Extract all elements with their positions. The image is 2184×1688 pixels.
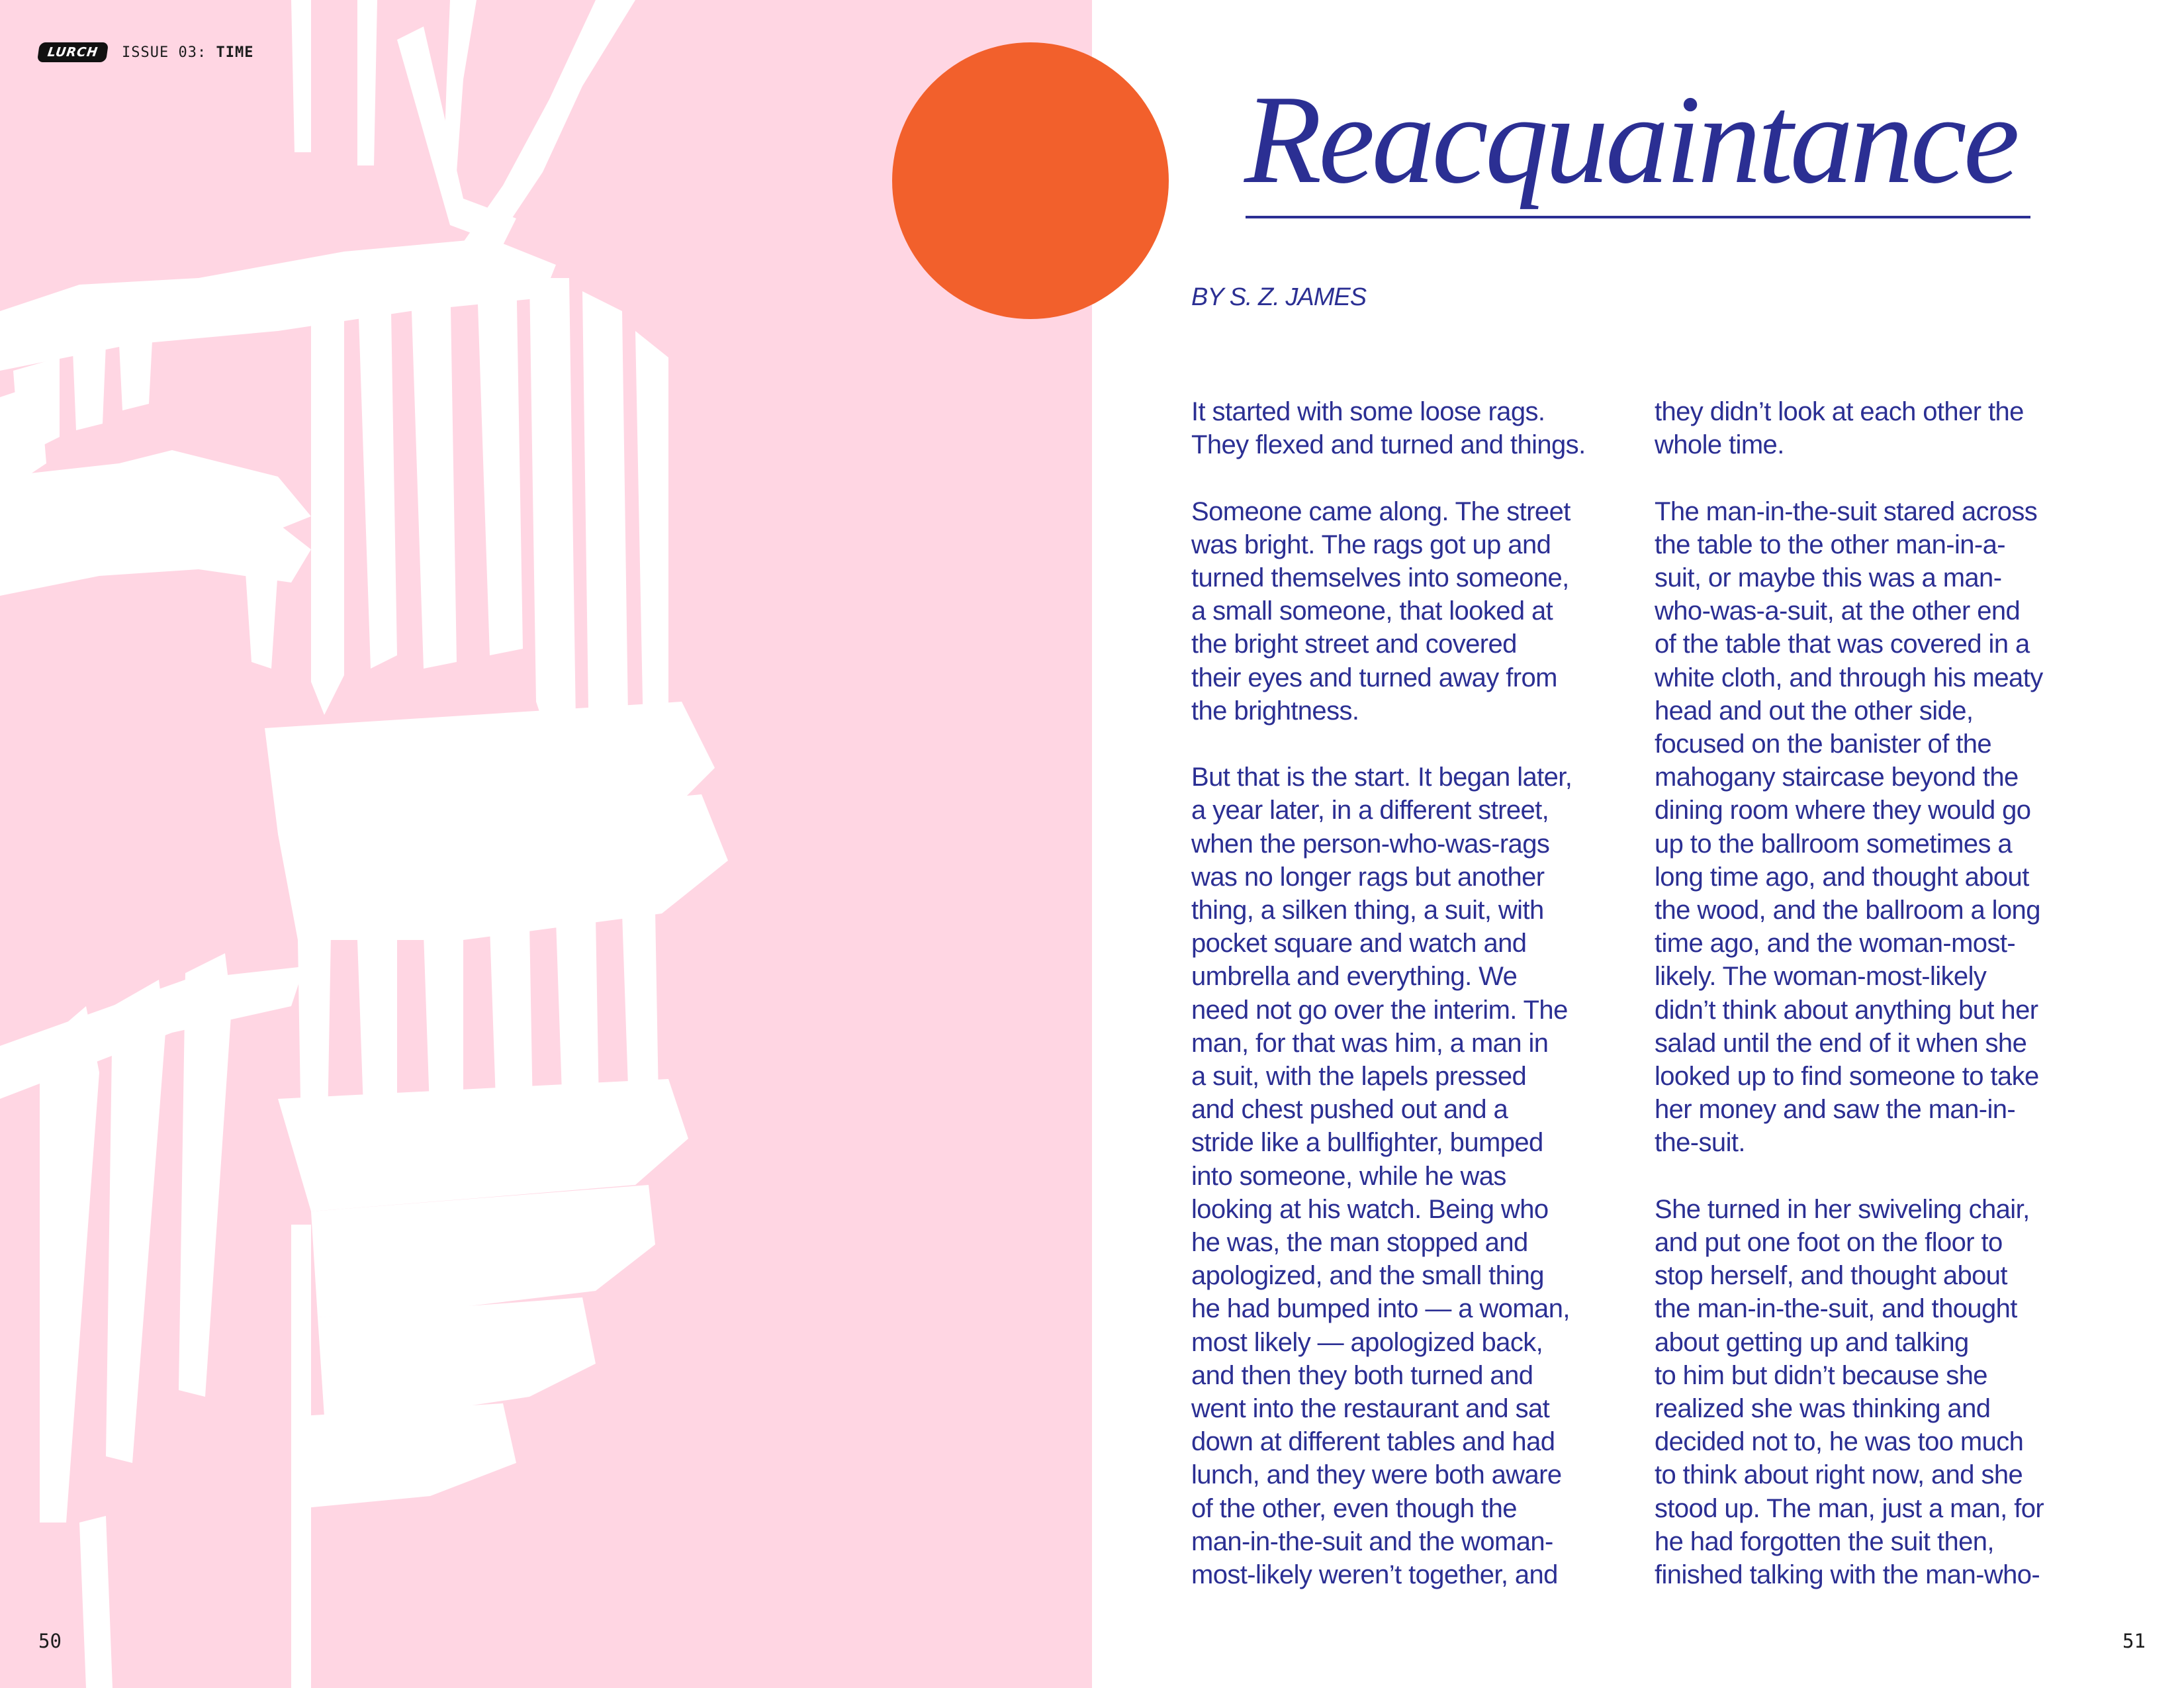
story-line: down at different tables and had	[1191, 1427, 1555, 1457]
story-line: turned themselves into someone,	[1191, 563, 1569, 592]
title-underline	[1246, 216, 2030, 218]
story-line: looked up to find someone to take	[1655, 1062, 2039, 1092]
story-line: who-was-a-suit, at the other end	[1655, 596, 2021, 626]
story-line: was bright. The rags got up and	[1191, 530, 1551, 559]
story-line: the table to the other man-in-a-	[1655, 530, 2005, 559]
story-line: of the other, even though the	[1191, 1493, 1517, 1523]
story-line: looking at his watch. Being who	[1191, 1194, 1549, 1224]
orange-circle-graphic	[892, 42, 1169, 319]
story-line: the man-in-the-suit, and thought	[1655, 1294, 2017, 1324]
story-line: went into the restaurant and sat	[1191, 1394, 1550, 1424]
story-line: into someone, while he was	[1191, 1161, 1506, 1191]
story-line: The man-in-the-suit stared across	[1655, 496, 2038, 526]
page-number-left: 50	[38, 1630, 62, 1652]
story-line: white cloth, and through his meaty	[1655, 663, 2043, 692]
story-line: But that is the start. It began later,	[1191, 763, 1572, 792]
story-line: the brightness.	[1191, 696, 1359, 726]
story-line: time ago, and the woman-most-	[1655, 929, 2016, 959]
story-line: the wood, and the ballroom a long	[1655, 896, 2040, 925]
story-line: a year later, in a different street,	[1191, 796, 1549, 825]
story-line: pocket square and watch and	[1191, 929, 1527, 959]
story-line: She turned in her swiveling chair,	[1655, 1194, 2030, 1224]
story-line: they didn’t look at each other the	[1655, 397, 2024, 426]
story-line: and chest pushed out and a	[1191, 1095, 1508, 1125]
story-line: likely. The woman-most-likely	[1655, 962, 1987, 992]
story-line: thing, a silken thing, a suit, with	[1191, 896, 1544, 925]
story-line: stood up. The man, just a man, for	[1655, 1493, 2044, 1523]
story-line: dining room where they would go	[1655, 796, 2031, 825]
story-line: their eyes and turned away from	[1191, 663, 1557, 692]
story-line: to think about right now, and she	[1655, 1460, 2023, 1490]
story-line: They flexed and turned and things.	[1191, 430, 1586, 460]
story-line: Someone came along. The street	[1191, 496, 1570, 526]
story-line: most likely — apologized back,	[1191, 1327, 1543, 1357]
story-line: to him but didn’t because she	[1655, 1360, 1987, 1390]
story-line: whole time.	[1655, 430, 1784, 460]
story-line: man, for that was him, a man in	[1191, 1028, 1549, 1058]
paragraph-gap	[1191, 461, 1628, 494]
story-line: long time ago, and thought about	[1655, 862, 2029, 892]
byline: BY S. Z. JAMES	[1191, 283, 1367, 311]
story-line: umbrella and everything. We	[1191, 962, 1518, 992]
story-line: about getting up and talking	[1655, 1327, 1969, 1357]
story-line: was no longer rags but another	[1191, 862, 1545, 892]
issue-topic: TIME	[216, 44, 254, 61]
story-line: head and out the other side,	[1655, 696, 1974, 726]
story-line: stop herself, and thought about	[1655, 1261, 2007, 1291]
paragraph-gap	[1655, 461, 2091, 494]
story-line: a small someone, that looked at	[1191, 596, 1553, 626]
story-line: mahogany staircase beyond the	[1655, 763, 2019, 792]
story-line: the bright street and covered	[1191, 630, 1517, 659]
story-line: he had bumped into — a woman,	[1191, 1294, 1570, 1324]
story-line: he was, the man stopped and	[1191, 1228, 1528, 1258]
story-line: focused on the banister of the	[1655, 729, 1992, 759]
story-line: up to the ballroom sometimes a	[1655, 829, 2013, 859]
story-line: her money and saw the man-in-	[1655, 1095, 2016, 1125]
paragraph-gap	[1655, 1160, 2091, 1193]
page-number-right: 51	[2122, 1630, 2146, 1652]
story-column-left	[1191, 395, 1628, 1591]
story-line: realized she was thinking and	[1655, 1394, 1991, 1424]
story-line: need not go over the interim. The	[1191, 995, 1568, 1025]
story-title: Reacquaintance	[1244, 69, 2017, 210]
story-line: stride like a bullfighter, bumped	[1191, 1128, 1543, 1158]
story-line: man-in-the-suit and the woman-	[1191, 1526, 1553, 1556]
story-line: when the person-who-was-rags	[1191, 829, 1550, 859]
story-column-right	[1655, 395, 2091, 1591]
story-line: most-likely weren’t together, and	[1191, 1560, 1558, 1590]
story-line: decided not to, he was too much	[1655, 1427, 2024, 1457]
paragraph-gap	[1191, 727, 1628, 761]
story-line: didn’t think about anything but her	[1655, 995, 2038, 1025]
issue-label	[122, 44, 253, 61]
story-line: and put one foot on the floor to	[1655, 1228, 2003, 1258]
story-line: finished talking with the man-who-	[1655, 1560, 2040, 1590]
story-line: lunch, and they were both aware	[1191, 1460, 1562, 1490]
story-line: apologized, and the small thing	[1191, 1261, 1544, 1291]
story-line: he had forgotten the suit then,	[1655, 1526, 1994, 1556]
story-line: of the table that was covered in a	[1655, 630, 2030, 659]
story-line: a suit, with the lapels pressed	[1191, 1062, 1527, 1092]
issue-number: ISSUE 03:	[122, 44, 216, 61]
masthead	[38, 41, 253, 64]
story-line: and then they both turned and	[1191, 1360, 1533, 1390]
story-line: salad until the end of it when she	[1655, 1028, 2027, 1058]
lurch-logo: LURCH	[37, 42, 109, 62]
story-line: suit, or maybe this was a man-	[1655, 563, 2002, 592]
story-line: It started with some loose rags.	[1191, 397, 1545, 426]
story-line: the-suit.	[1655, 1128, 1745, 1158]
